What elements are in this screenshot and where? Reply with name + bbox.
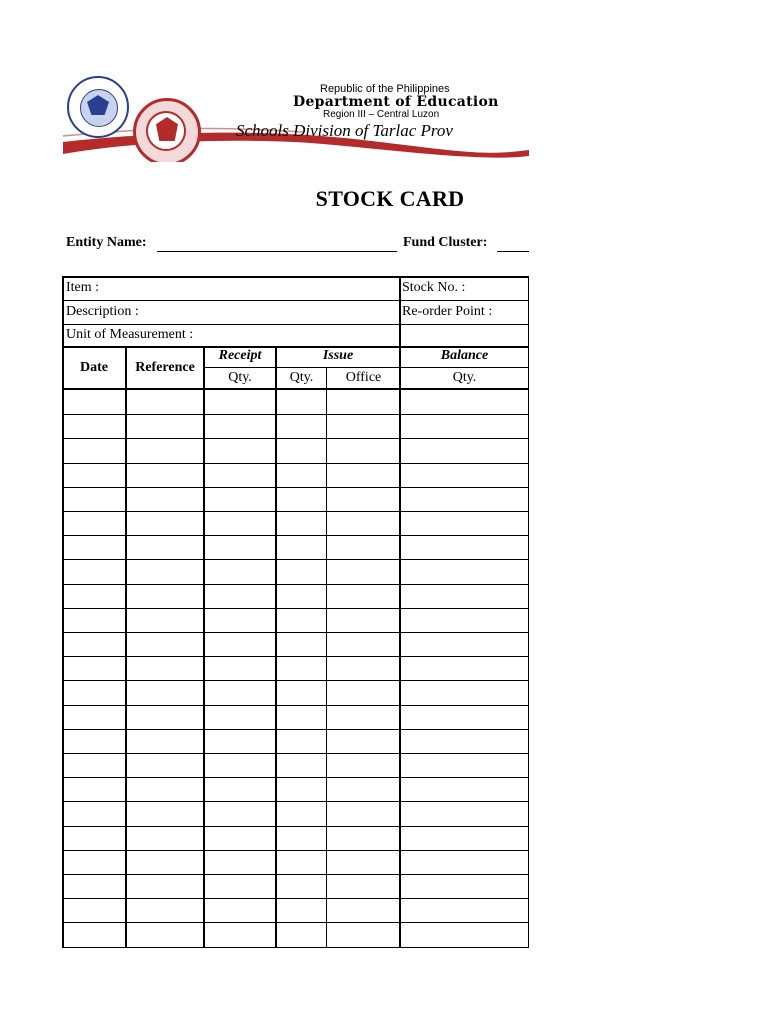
table-row[interactable] [64, 753, 528, 777]
entity-name-field[interactable] [157, 251, 397, 252]
table-row[interactable] [64, 801, 528, 825]
table-row[interactable] [64, 390, 528, 414]
stock-card-table [62, 276, 529, 948]
info-divider [62, 346, 529, 348]
fund-cluster-field[interactable] [497, 251, 529, 252]
deped-seal-icon [67, 76, 129, 138]
info-divider [62, 324, 529, 325]
table-row[interactable] [64, 777, 528, 801]
table-row[interactable] [64, 826, 528, 850]
table-row[interactable] [64, 705, 528, 729]
table-row[interactable] [64, 438, 528, 462]
table-row[interactable] [64, 584, 528, 608]
receipt-header: Receipt [218, 348, 262, 363]
header-subdivider [204, 367, 529, 368]
table-row[interactable] [64, 874, 528, 898]
info-divider [62, 300, 529, 301]
balance-qty-header: Qty. [452, 370, 477, 385]
table-row[interactable] [64, 850, 528, 874]
table-row[interactable] [64, 535, 528, 559]
receipt-qty-header: Qty. [228, 370, 252, 385]
reorder-point-label: Re-order Point : [402, 304, 493, 319]
table-row[interactable] [64, 608, 528, 632]
table-row[interactable] [64, 898, 528, 922]
table-row[interactable] [64, 632, 528, 656]
table-row[interactable] [64, 656, 528, 680]
description-label: Description : [66, 304, 139, 319]
table-border-bottom [62, 947, 529, 948]
issue-qty-header: Qty. [289, 370, 314, 385]
table-border-top [62, 276, 529, 278]
division-text: Schools Division of Tarlac Prov [236, 121, 453, 140]
reference-header: Reference [135, 360, 195, 375]
table-row[interactable] [64, 729, 528, 753]
table-row[interactable] [64, 511, 528, 535]
region-text: Region III – Central Luzon [323, 109, 440, 120]
issue-header: Issue [322, 348, 354, 363]
stock-no-label: Stock No. : [402, 280, 466, 295]
republic-text: Republic of the Philippines [320, 83, 450, 95]
issue-office-header: Office [345, 370, 382, 385]
tarlac-seal-icon [133, 98, 201, 162]
entity-name-label: Entity Name: [66, 235, 147, 250]
page-title: STOCK CARD [315, 186, 465, 211]
item-label: Item : [66, 280, 100, 295]
table-border-right [528, 276, 529, 948]
fund-cluster-label: Fund Cluster: [403, 235, 488, 250]
table-row[interactable] [64, 487, 528, 511]
table-row[interactable] [64, 463, 528, 487]
department-text: Department of Education [293, 94, 499, 110]
date-header: Date [80, 360, 108, 375]
table-row[interactable] [64, 414, 528, 438]
table-row[interactable] [64, 680, 528, 704]
info-column-divider [399, 276, 401, 346]
letterhead-swoosh [63, 70, 529, 162]
table-row[interactable] [64, 559, 528, 583]
table-row[interactable] [64, 922, 528, 946]
balance-header: Balance [440, 348, 489, 363]
unit-of-measurement-label: Unit of Measurement : [66, 327, 194, 342]
letterhead [63, 70, 529, 162]
